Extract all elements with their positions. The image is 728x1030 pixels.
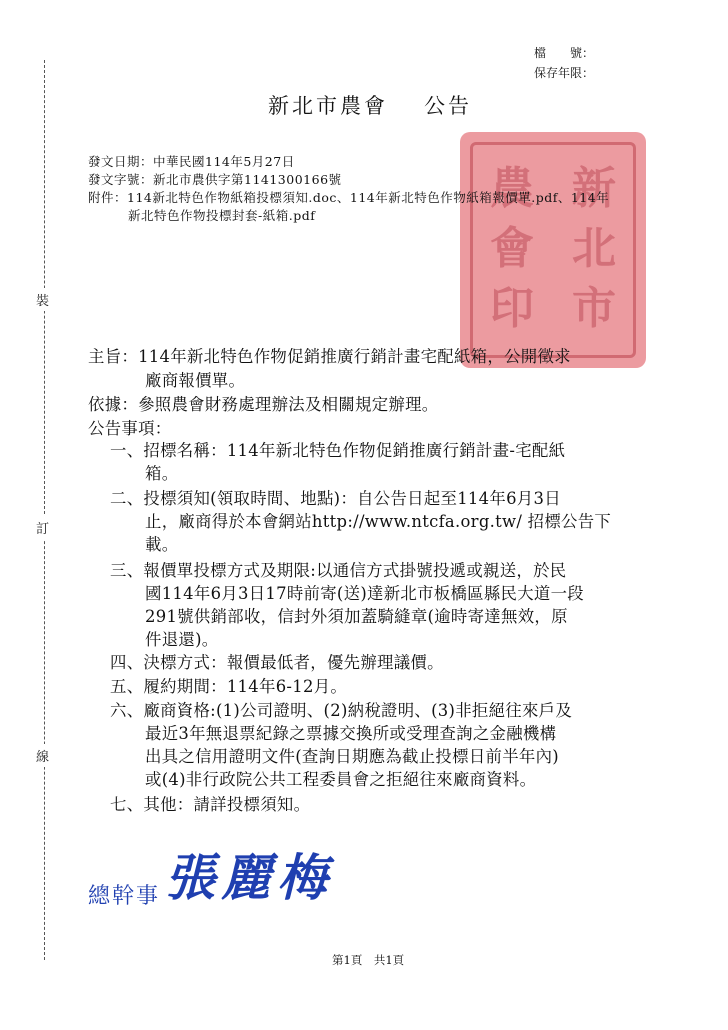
item-6-line-4: 或(4)非行政院公共工程委員會之拒絕往來廠商資料。 <box>145 770 537 789</box>
item-3-line-4: 件退還)。 <box>145 630 219 649</box>
file-number-label: 檔 號： <box>534 46 595 60</box>
item-4: 四、決標方式：報價最低者，優先辦理議價。 <box>110 653 444 672</box>
item-1-line-2: 箱。 <box>145 464 179 483</box>
subject-line-2: 廠商報價單。 <box>145 371 246 390</box>
item-6-line-1: 六、廠商資格:(1)公司證明、(2)納稅證明、(3)非拒絕往來戶及 <box>110 701 573 720</box>
binding-line <box>44 60 45 960</box>
item-2-line-2: 止，廠商得於本會網站http://www.ntcfa.org.tw/ 招標公告下 <box>145 512 612 531</box>
item-6-line-2: 最近3年無退票紀錄之票據交換所或受理查詢之金融機構 <box>145 724 557 743</box>
item-1-line-1: 一、招標名稱：114年新北特色作物促銷推廣行銷計畫-宅配紙 <box>110 441 566 460</box>
subject-line-1: 主旨：114年新北特色作物促銷推廣行銷計畫宅配紙箱，公開徵求 <box>88 347 571 366</box>
reference-number: 發文字號：新北市農供字第1141300166號 <box>88 172 342 187</box>
issue-date: 發文日期：中華民國114年5月27日 <box>88 154 295 169</box>
binding-mark-xian: 線 <box>36 744 49 767</box>
signature-title: 總幹事 <box>88 884 161 909</box>
org-name: 新北市農會 <box>268 94 388 118</box>
seal-glyph: 新 <box>572 163 616 214</box>
page-title <box>268 90 472 120</box>
basis: 依據：參照農會財務處理辦法及相關規定辦理。 <box>88 395 439 414</box>
item-3-line-1: 三、報價單投標方式及期限:以通信方式掛號投遞或親送，於民 <box>110 561 567 580</box>
binding-mark-zhuang: 裝 <box>36 288 49 311</box>
item-3-line-3: 291號供銷部收，信封外須加蓋騎縫章(逾時寄達無效，原 <box>145 607 568 626</box>
item-2-line-1: 二、投標須知(領取時間、地點)：自公告日起至114年6月3日 <box>110 489 561 508</box>
binding-mark-ding: 訂 <box>36 516 49 539</box>
item-6-line-3: 出具之信用證明文件(查詢日期應為截止投標日前半年內) <box>145 747 559 766</box>
seal-glyph: 北 <box>572 223 616 274</box>
doc-type: 公告 <box>424 94 472 118</box>
signature-stamp <box>88 838 333 910</box>
item-3-line-2: 國114年6月3日17時前寄(送)達新北市板橋區縣民大道一段 <box>145 584 584 603</box>
seal-glyph: 印 <box>490 283 534 334</box>
items-header: 公告事項： <box>88 419 172 438</box>
item-7: 七、其他：請詳投標須知。 <box>110 795 311 814</box>
attachments-line-2: 新北特色作物投標封套-紙箱.pdf <box>128 208 316 223</box>
retention-period-label: 保存年限： <box>534 66 595 80</box>
signature-name: 張麗梅 <box>165 848 334 907</box>
item-2-line-3: 載。 <box>145 535 179 554</box>
official-seal <box>460 132 646 368</box>
seal-glyph: 農 <box>490 163 534 214</box>
attachments-line-1: 附件：114新北特色作物紙箱投標須知.doc、114年新北特色作物紙箱報價單.pdf、114年 <box>88 190 610 205</box>
page-number: 第1頁 共1頁 <box>332 953 405 967</box>
item-5: 五、履約期間：114年6-12月。 <box>110 677 348 696</box>
seal-glyph: 會 <box>490 223 534 274</box>
seal-glyph: 市 <box>572 283 616 334</box>
